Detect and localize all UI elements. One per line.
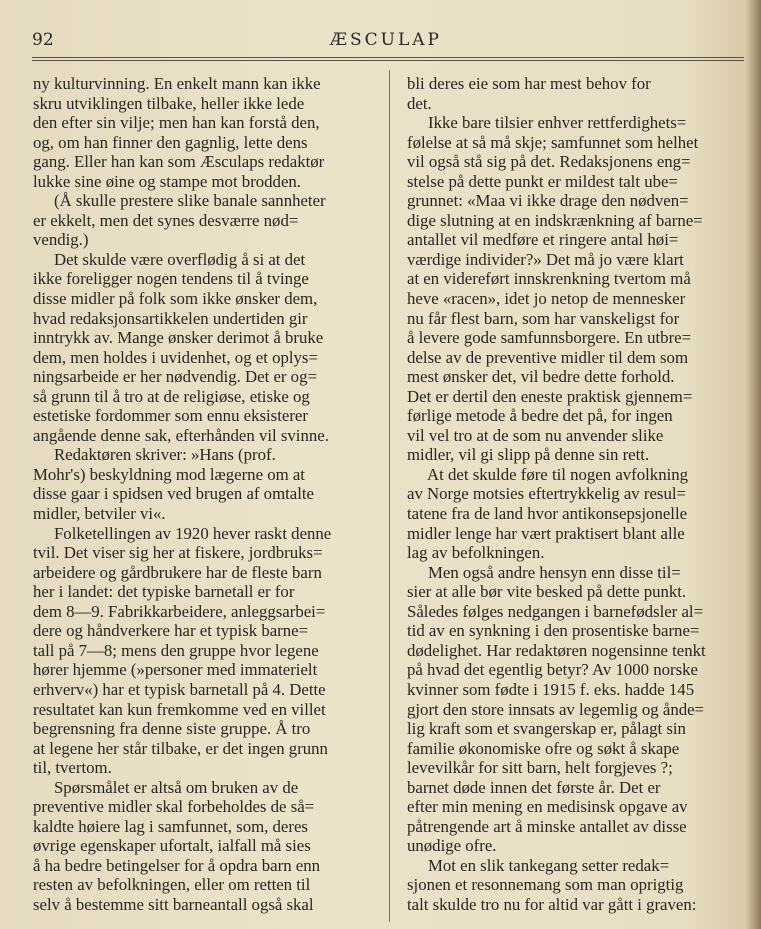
text-line: Således følges nedgangen i barnefødsler al= [407,601,704,621]
text-line: mest ønsker det, vil bedre dette forhold. [407,367,675,387]
text-line: sier at alle bør vite besked på dette punkt. [407,582,687,602]
text-line: sjonen et resonnemang som man oprigtig [407,875,684,895]
text-line: grunnet: «Maa vi ikke drage den nødven= [407,191,689,211]
text-line: estetiske fordommer som ennu eksisterer [33,406,308,426]
text-line: Ikke bare tilsier enhver rettferdighets= [407,113,687,133]
text-line: nu får flest barn, som har vanskeligst for [407,308,680,328]
text-line: lag av befolkningen. [407,543,545,563]
text-line: Det skulde være overflødig å si at det [33,249,306,269]
text-line: følelse at så må skje; samfunnet som helhet [407,132,699,152]
text-line: dem 8—9. Fabrikkarbeidere, anleggsarbei= [33,601,326,621]
text-line: hvad redaksjonsartikkelen undertiden gir [33,308,308,328]
right-column [407,74,742,915]
text-line: er ekkelt, men det synes desværre nød= [33,210,299,230]
text-line: tall på 7—8; mens den gruppe hvor legene [33,640,319,660]
text-line: Redaktøren skriver: »Hans (prof. [33,445,276,465]
text-line: og, om han finner den gagnlig, lette dens [33,132,308,152]
left-column [33,74,369,915]
text-line: resten av befolkningen, eller om retten til [33,875,311,895]
text-line: bli deres eie som har mest behov for [407,74,651,93]
text-line: å levere gode samfunnsborgere. En utbre= [407,328,692,348]
text-line: gjort den store innsats av legemlig og ånde= [407,699,705,719]
text-line: preventive midler skal forbeholdes de så= [33,797,315,817]
page-header [32,28,740,54]
text-line: tatene fra de land hvor antikonsepsjonelle [407,504,688,524]
text-line: værdige individer?» Det må jo være klart [407,249,684,269]
text-line: levevilkår for sitt barn, helt forgjeves ?; [407,758,673,778]
text-line: at en videreført innskrenkning tvertom må [407,269,691,289]
text-line: ningsarbeide er her nødvendig. Det er og= [33,367,317,387]
journal-title: ÆSCULAP [329,30,442,50]
text-line: så grunn til å tro at de religiøse, etiske og [33,386,310,406]
text-line: kaldte høiere lag i samfunnet, som, deres [33,816,308,836]
text-line: erhverv«) har et typisk barnetall på 4. Dette [33,679,326,699]
text-line: vil vel tro at de som nu anvender slike [407,425,664,445]
column-divider [389,70,390,922]
text-line: (Å skulle prestere slike banale sannheter [33,191,326,211]
text-line: delse av de preventive midler til dem som [407,347,689,367]
text-line: efter min mening en medisinsk opgave av [407,797,688,817]
text-line: barnet døde innen det første år. Det er [407,777,661,797]
text-line: At det skulde føre til nogen avfolkning [407,464,689,484]
page-number: 92 [32,30,54,50]
text-line: midler, betviler vi«. [33,504,166,524]
text-line: midler lenge har vært praktisert blant alle [407,523,685,543]
text-line: skru utviklingen tilbake, heller ikke lede [33,93,305,113]
text-line: lig kraft som et svangerskap er, pålagt sin [407,719,686,739]
text-line: her i landet: det typiske barnetall er for [33,582,295,602]
text-line: til, tvertom. [33,758,112,778]
text-line: talt skulde tro nu for altid var gått i graven: [407,894,697,914]
text-line: selv å bestemme sitt barneantall også skal [33,894,314,914]
text-line: hører hjemme (»personer med immaterielt [33,660,318,680]
text-line: dige slutning at en indskrænkning af barne= [407,210,703,230]
text-line: disse midler på folk som ikke ønsker dem, [33,289,318,309]
text-line: at legene her står tilbake, er det ingen grunn [33,738,328,758]
text-line: ikke foreligger nogen tendens til å tvinge [33,269,309,289]
text-line: påtrengende art å minske antallet av disse [407,816,687,836]
text-line: stelse på dette punkt er mildest talt ube= [407,171,678,191]
text-line: den efter sin vilje; men han kan forstå den, [33,113,320,133]
text-line: dem, men holdes i uvidenhet, og et oplys= [33,347,318,367]
text-line: Spørsmålet er altså om bruken av de [33,777,299,797]
text-line: Mohr's) beskyldning mod lægerne om at [33,464,305,484]
text-line: det. [407,93,432,113]
text-line: unødige ofre. [407,836,497,856]
text-line: på hvad det egentlig betyr? Av 1000 norske [407,660,698,680]
text-line: gang. Eller han kan som Æsculaps redaktør [33,152,325,172]
text-line: Mot en slik tankegang setter redak= [407,855,670,875]
text-line: øvrige egenskaper ufortalt, ialfall må sies [33,836,311,856]
text-line: disse gaar i spidsen ved brugen af omtalte [33,484,315,504]
text-line: kvinner som fødte i 1915 f. eks. hadde 145 [407,679,695,699]
text-line: tid av en synkning i den prosentiske barne= [407,621,700,641]
text-line: Folketellingen av 1920 hever raskt denne [33,523,332,543]
text-line: førlige metode å bedre det på, for ingen [407,406,673,426]
text-line: vil også stå sig på det. Redaksjonens eng= [407,152,691,172]
text-line: av Norge motsies eftertrykkelig av resul= [407,484,686,504]
text-line: Det er dertil den eneste praktisk gjennem= [407,386,693,406]
text-line: begrensning fra denne siste gruppe. Å tro [33,719,311,739]
text-line: dere og håndverkere har et typisk barne= [33,621,309,641]
text-line: angående denne sak, efterhånden vil svinne. [33,425,329,445]
text-line: resultatet kan kun fremkomme ved en villet [33,699,326,719]
text-line: inntrykk av. Mange ønsker derimot å bruke [33,328,324,348]
text-line: å ha bedre betingelser for å opdra barn enn [33,855,321,875]
text-line: antallet vil medføre et ringere antal høi= [407,230,679,250]
header-rule [32,57,744,58]
text-line: Men også andre hensyn enn disse til= [407,562,681,582]
text-line: familie økonomiske ofre og søkt å skape [407,738,680,758]
text-line: ny kulturvinning. En enkelt mann kan ikke [33,74,321,93]
text-line: heve «racen», idet jo netop de mennesker [407,289,686,309]
text-line: dødelighet. Har redaktøren nogensinne tenkt [407,640,706,660]
text-line: arbeidere og gårdbrukere har de fleste barn [33,562,322,582]
text-line: lukke sine øine og stampe mot brodden. [33,171,301,191]
text-line: midler, vil gi slipp på denne sin rett. [407,445,650,465]
text-line: tvil. Det viser sig her at fiskere, jordbruks= [33,543,323,563]
header-rule-double [32,60,744,61]
text-line: vendig.) [33,230,89,250]
